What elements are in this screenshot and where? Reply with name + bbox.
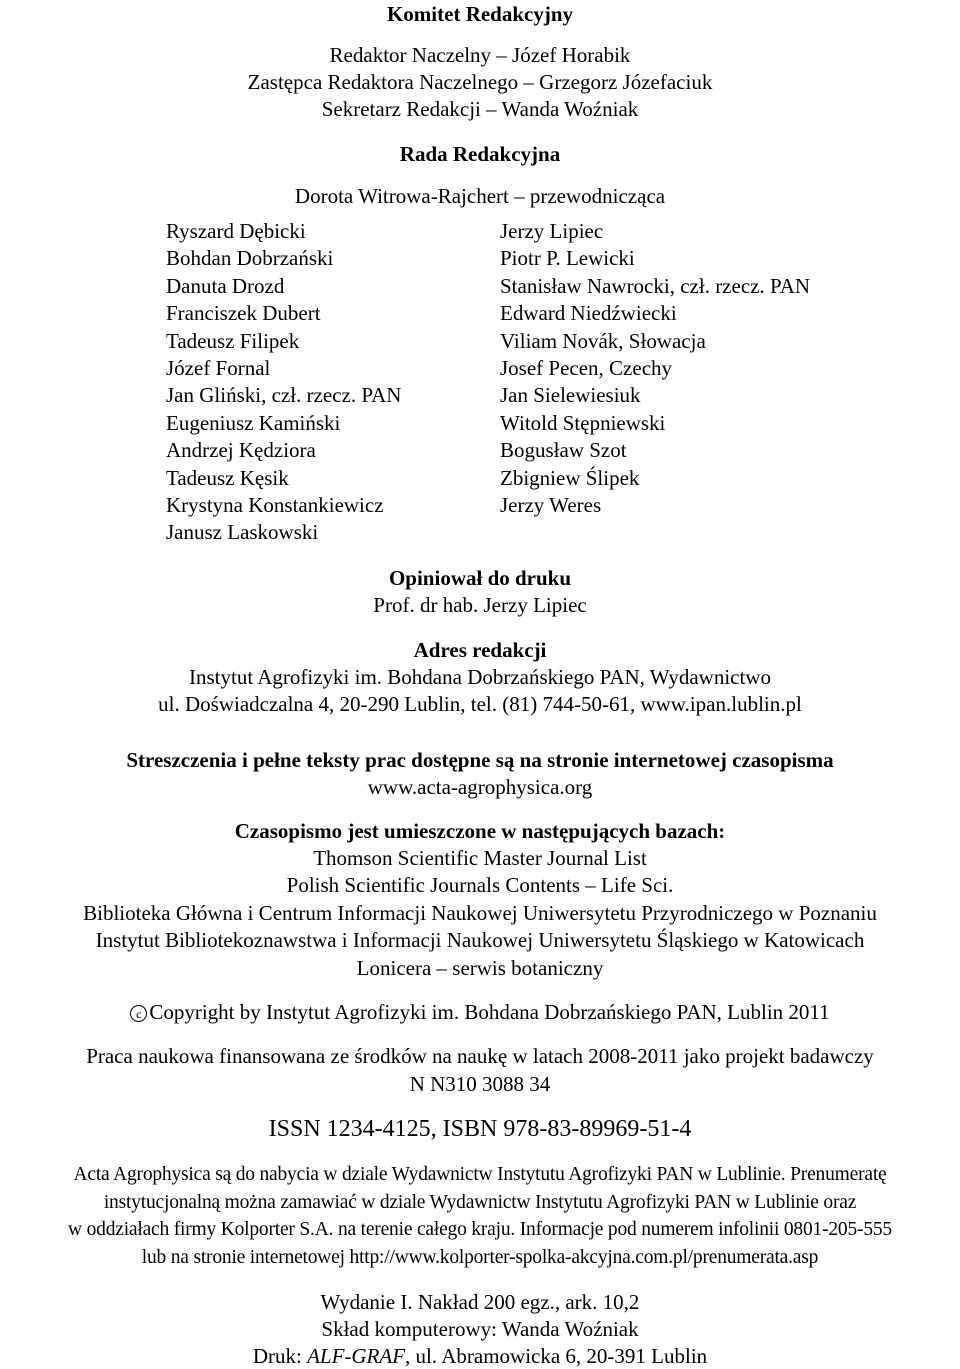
rada-right-column	[500, 218, 810, 519]
subscription-line: Acta Agrophysica są do nabycia w dziale Wydawnictw Instytutu Agrofizyki PAN w Lublinie. Prenumeratę	[73, 1164, 887, 1185]
reviewer-name: Prof. dr hab. Jerzy Lipiec	[373, 593, 587, 617]
rada-member: Jerzy Weres	[500, 492, 602, 517]
rada-member: Witold Stępniewski	[500, 410, 666, 435]
databases-title: Czasopismo jest umieszczone w następujących bazach:	[234, 819, 726, 843]
copyright-text: Copyright by Instytut Agrofizyki im. Bohdana Dobrzańskiego PAN, Lublin 2011	[149, 1000, 830, 1024]
address-institute: Instytut Agrofizyki im. Bohdana Dobrzańskiego PAN, Wydawnictwo	[188, 665, 771, 689]
rada-chair: Dorota Witrowa-Rajchert – przewodnicząca	[294, 184, 666, 208]
rada-member: Franciszek Dubert	[166, 301, 321, 326]
rada-left-column	[166, 218, 401, 547]
database-item: Thomson Scientific Master Journal List	[313, 846, 647, 870]
rada-member: Bogusław Szot	[500, 438, 627, 463]
rada-member: Zbigniew Ślipek	[500, 465, 640, 490]
deputy-editor: Zastępca Redaktora Naczelnego – Grzegorz Józefaciuk	[247, 70, 713, 94]
printer-name: ALF-GRAF	[307, 1344, 406, 1368]
database-item: Instytut Bibliotekoznawstwa i Informacji Naukowej Uniwersytetu Śląskiego w Katowicach	[95, 928, 865, 952]
subscription-line: instytucjonalną można zamawiać w dziale Wydawnictw Instytutu Agrofizyki PAN w Lublinie oraz	[103, 1192, 857, 1213]
funding-grant-number: N N310 3088 34	[409, 1072, 551, 1096]
rada-member: Jerzy Lipiec	[500, 219, 604, 243]
rada-member: Janusz Laskowski	[166, 520, 319, 545]
rada-member: Tadeusz Kęsik	[166, 465, 289, 490]
rada-title: Rada Redakcyjna	[399, 142, 561, 166]
rada-member: Jan Sielewiesiuk	[500, 383, 641, 408]
typesetting-info: Skład komputerowy: Wanda Woźniak	[321, 1317, 639, 1341]
editor-in-chief: Redaktor Naczelny – Józef Horabik	[329, 43, 631, 67]
issn-isbn: ISSN 1234-4125, ISBN 978-83-89969-51-4	[268, 1116, 692, 1142]
edition-info: Wydanie I. Nakład 200 egz., ark. 10,2	[320, 1290, 640, 1314]
rada-member: Danuta Drozd	[166, 273, 285, 298]
editorial-secretary: Sekretarz Redakcji – Wanda Woźniak	[321, 97, 639, 121]
database-item: Lonicera – serwis botaniczny	[356, 956, 604, 980]
rada-member: Edward Niedźwiecki	[500, 301, 677, 326]
copyright-icon: c	[130, 1005, 147, 1022]
rada-member: Viliam Novák, Słowacja	[500, 328, 706, 353]
rada-member: Józef Fornal	[166, 355, 271, 380]
rada-member: Tadeusz Filipek	[166, 328, 300, 353]
rada-member: Krystyna Konstankiewicz	[166, 492, 384, 517]
komitet-title: Komitet Redakcyjny	[386, 2, 574, 26]
abstracts-note: Streszczenia i pełne teksty prac dostępne są na stronie internetowej czasopisma	[126, 748, 834, 772]
printer-info	[0, 1344, 960, 1369]
rada-member: Andrzej Kędziora	[166, 438, 316, 463]
printer-address: , ul. Abramowicka 6, 20-391 Lublin	[405, 1344, 708, 1368]
funding-line: Praca naukowa finansowana ze środków na naukę w latach 2008-2011 jako projekt badawczy	[86, 1044, 874, 1068]
rada-member: Stanisław Nawrocki, czł. rzecz. PAN	[500, 273, 811, 298]
address-street: ul. Doświadczalna 4, 20-290 Lublin, tel. (81) 744-50-61, www.ipan.lublin.pl	[158, 692, 802, 716]
rada-member: Jan Gliński, czł. rzecz. PAN	[166, 383, 402, 408]
copyright-line	[0, 1000, 960, 1025]
database-item: Polish Scientific Journals Contents – Life Sci.	[286, 873, 674, 897]
subscription-line: w oddziałach firmy Kolporter S.A. na terenie całego kraju. Informacje pod numerem infolinii 0801-205-555	[68, 1219, 892, 1240]
subscription-line: lub na stronie internetowej http://www.kolporter-spolka-akcyjna.com.pl/prenumerata.asp	[141, 1247, 819, 1268]
reviewer-title: Opiniował do druku	[388, 566, 572, 590]
rada-member: Piotr P. Lewicki	[500, 246, 635, 271]
printer-prefix: Druk:	[252, 1344, 308, 1368]
rada-member: Bohdan Dobrzański	[166, 246, 334, 271]
rada-member: Josef Pecen, Czechy	[500, 355, 673, 380]
rada-member: Eugeniusz Kamiński	[166, 410, 341, 435]
journal-website: www.acta-agrophysica.org	[367, 775, 593, 799]
address-title: Adres redakcji	[413, 638, 547, 662]
database-item: Biblioteka Główna i Centrum Informacji Naukowej Uniwersytetu Przyrodniczego w Poznaniu	[83, 901, 877, 925]
rada-member: Ryszard Dębicki	[166, 219, 306, 243]
